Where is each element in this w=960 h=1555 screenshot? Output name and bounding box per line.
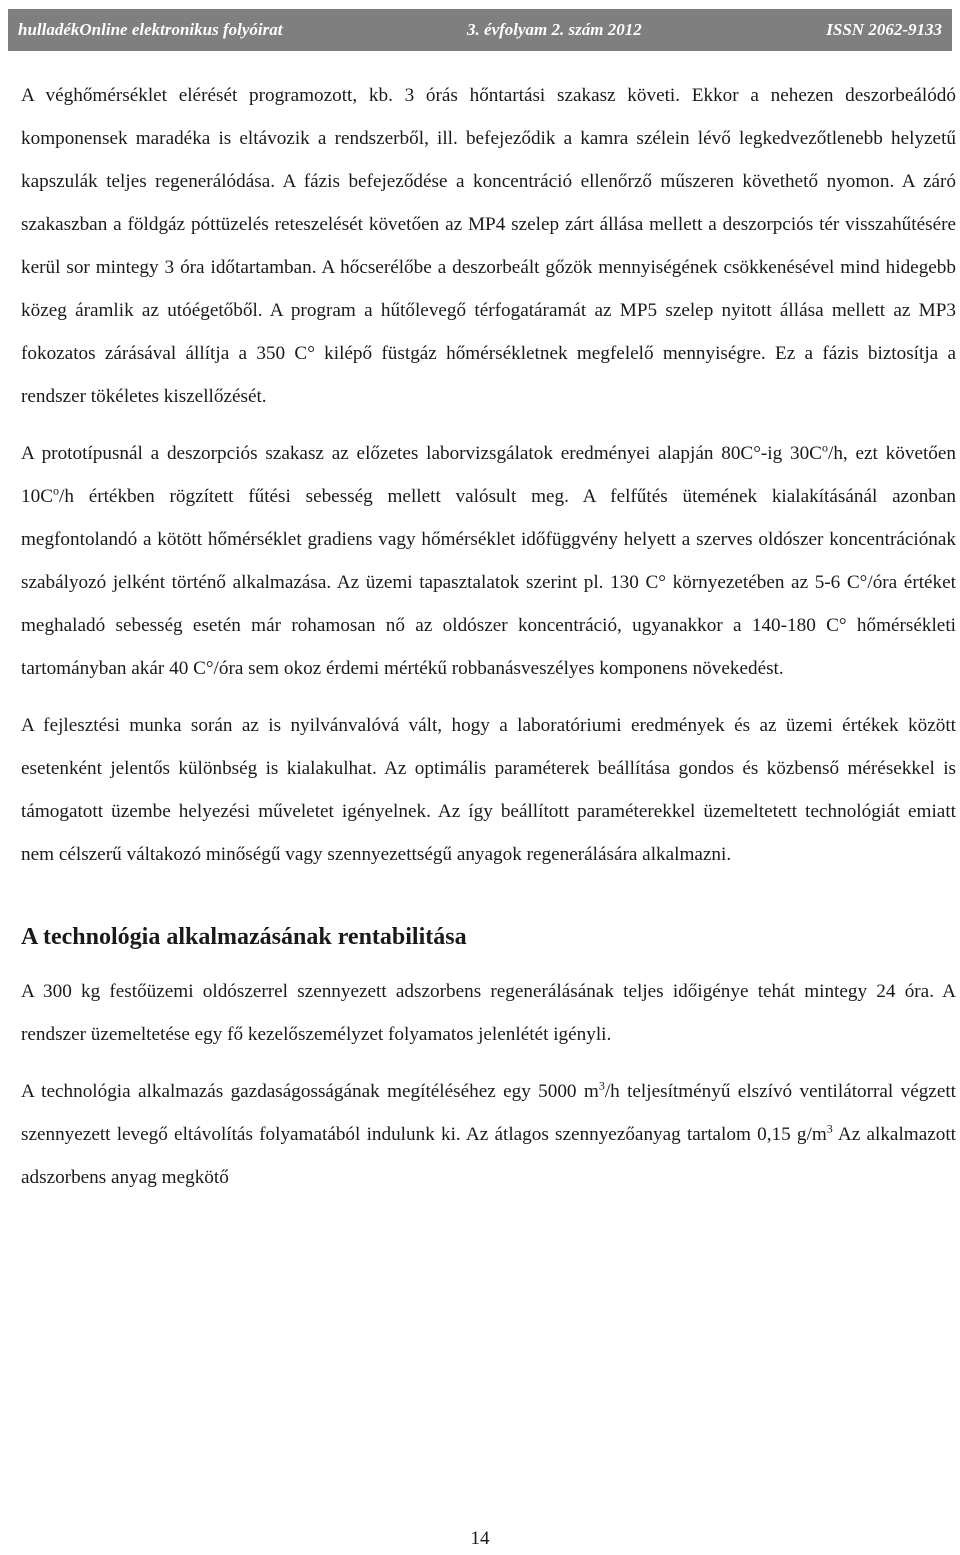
paragraph-text-part: /h teljesítményű elszívó ventilátorral végzett szennyezett levegő eltávolítás folyamatából indulunk ki. Az átlagos szennyezőanyag tartalom 0,15 g/m — [21, 1081, 957, 1145]
superscript-degree: o — [821, 440, 828, 455]
journal-title: hulladékOnline elektronikus folyóirat — [18, 20, 283, 39]
paragraph-economics — [21, 1070, 956, 1199]
section-heading: A technológia alkalmazásának rentabilitása — [21, 924, 467, 950]
paragraph-development-experience: A fejlesztési munka során az is nyilvánvalóvá vált, hogy a laboratóriumi eredmények és az üzemi értékek között esetenként jelentős különbség is kialakulhat. Az optimális paraméterek beállítása gondos és közbenső mérésekkel is támogatott üzembe helyezési műveletet igényelnek. Az így beállított paraméterekkel üzemeltetett technológiát emiatt nem célszerű váltakozó minőségű vagy szennyezettségű anyagok regenerálására alkalmazni. — [21, 715, 956, 865]
superscript-exponent: 3 — [598, 1078, 605, 1093]
journal-header-bar — [8, 9, 952, 51]
superscript-degree: o — [53, 483, 59, 498]
paragraph-text-part: Az alkalmazott adszorbens anyag megkötő — [21, 1124, 956, 1188]
issue-info: 3. évfolyam 2. szám 2012 — [467, 20, 642, 39]
paragraph-prototype-heating — [21, 432, 956, 690]
paragraph-text-part: /h, ezt követően 10C — [21, 443, 956, 507]
paragraph-text-part: /h értékben rögzített fűtési sebesség mellett valósult meg. A felfűtés ütemének kialakításánál azonban megfontolandó a kötött hőmérséklet gradiens vagy hőmérséklet időfüggvény helyett a szerves oldószer koncentrációnak szabályozó jelként történő alkalmazása. Az üzemi tapasztalatok szerint pl. 130 C° környezetében az 5-6 C°/óra értéket meghaladó sebesség esetén már rohamosan nő az oldószer koncentráció, ugyanakkor a 140-180 C° hőmérsékleti tartományban akár 40 C°/óra sem okoz érdemi mértékű robbanásveszélyes komponens növekedést. — [21, 486, 956, 679]
issn-number: ISSN 2062-9133 — [826, 20, 942, 39]
paragraph-text-part: A technológia alkalmazás gazdaságosságának megítéléséhez egy 5000 m — [21, 1081, 599, 1102]
document-body — [21, 74, 956, 1199]
superscript-exponent: 3 — [826, 1121, 833, 1136]
paragraph-text-part: A prototípusnál a deszorpciós szakasz az előzetes laborvizsgálatok eredményei alapján 80C°-ig 30C — [21, 443, 822, 464]
paragraph-regeneration-time: A 300 kg festőüzemi oldószerrel szennyezett adszorbens regenerálásának teljes időigénye tehát mintegy 24 óra. A rendszer üzemeltetése egy fő kezelőszemélyzet folyamatos jelenlétét igényli. — [21, 981, 956, 1045]
page-number: 14 — [470, 1528, 490, 1549]
paragraph-desorption-phase: A véghőmérséklet elérését programozott, kb. 3 órás hőntartási szakasz követi. Ekkor a nehezen deszorbeálódó komponensek maradéka is eltávozik a rendszerből, ill. befejeződik a kamra szélein lévő legkedvezőtlenebb helyzetű kapszulák teljes regenerálódása. A fázis befejeződése a koncentráció ellenőrző műszeren követhető nyomon. A záró szakaszban a földgáz póttüzelés reteszelését követően az MP4 szelep zárt állása mellett a deszorpciós tér visszahűtésére kerül sor mintegy 3 óra időtartamban. A hőcserélőbe a deszorbeált gőzök mennyiségének csökkenésével mind hidegebb közeg áramlik az utóégetőből. A program a hűtőlevegő térfogatáramát az MP5 szelep nyitott állása mellett az MP3 fokozatos zárásával állítja a 350 C° kilépő füstgáz hőmérsékletnek megfelelő mennyiségre. Ez a fázis biztosítja a rendszer tökéletes kiszellőzését. — [21, 85, 956, 407]
